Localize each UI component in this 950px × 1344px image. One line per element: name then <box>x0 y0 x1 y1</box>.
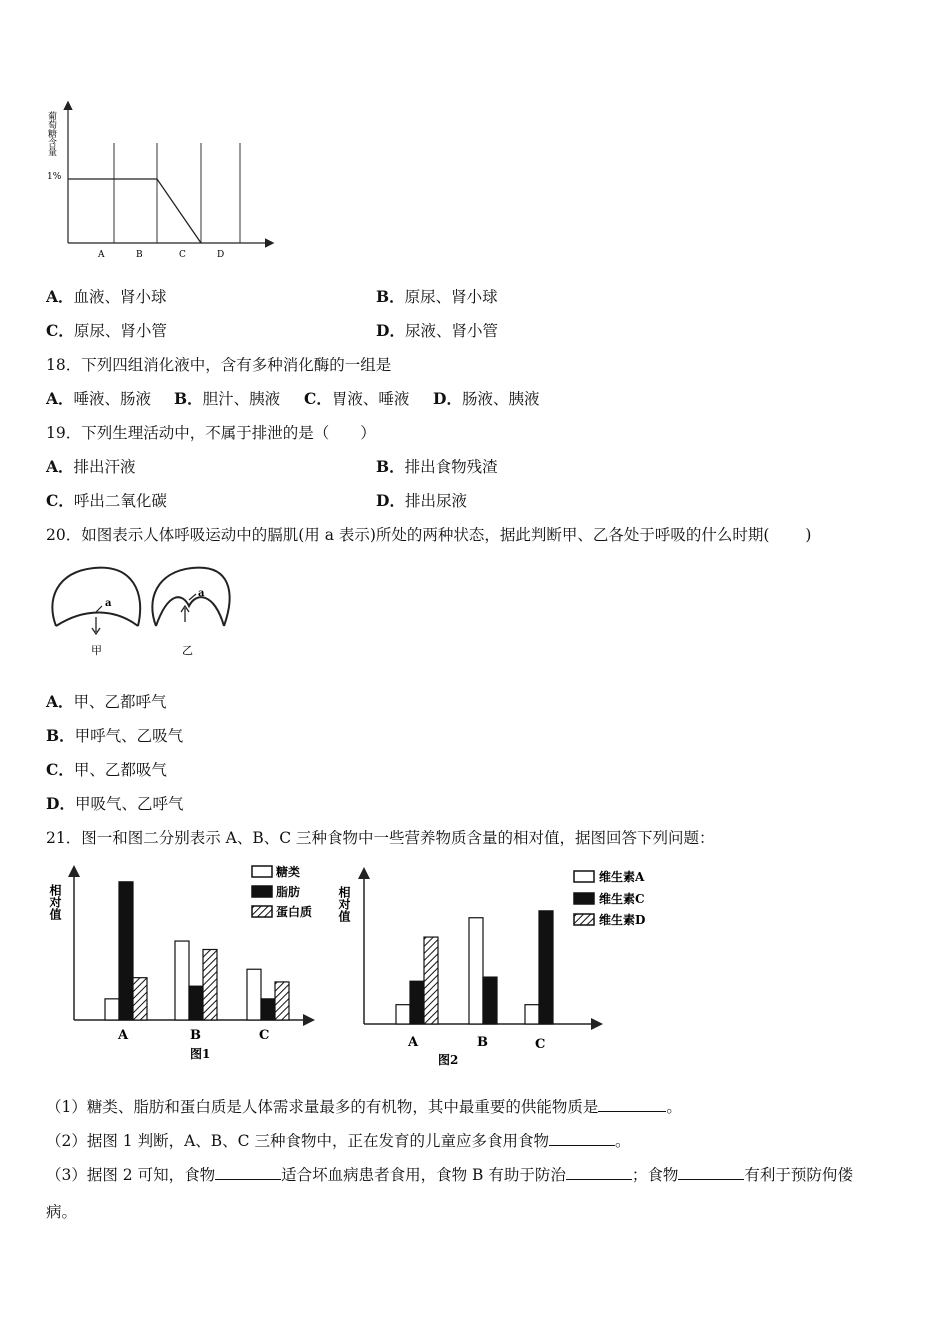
chart-title: 图2 <box>438 1053 459 1067</box>
legend-label: 维生素C <box>599 892 645 906</box>
q21-sub1: （1）糖类、脂肪和蛋白质是人体需求量最多的有机物，其中最重要的供能物质是 。 <box>46 1098 682 1116</box>
answer-blank[interactable] <box>678 1165 744 1180</box>
legend-label: 糖类 <box>276 865 301 879</box>
bar-a-series-2 <box>119 882 133 1020</box>
legend-label: 维生素D <box>599 913 646 927</box>
question-21-stem: 21．图一和图二分别表示 A、B、C 三种食物中一些营养物质含量的相对值，据图回答下列问题： <box>46 829 715 847</box>
caption-jia: 甲 <box>91 644 102 657</box>
x-label-a: A <box>98 250 105 260</box>
answer-blank[interactable] <box>598 1097 666 1112</box>
y-axis-label: 相对值 <box>337 886 351 922</box>
caption-yi: 乙 <box>182 644 193 657</box>
legend-swatch <box>252 886 272 897</box>
x-label-c: C <box>179 250 186 260</box>
bar-c-series-1 <box>525 1005 539 1024</box>
legend-label: 脂肪 <box>276 885 301 899</box>
option-q17-c[interactable]: C．原尿、肾小管 <box>46 321 167 340</box>
x-label-b: B <box>190 1028 201 1043</box>
x-label-c: C <box>535 1037 546 1052</box>
bar-a-series-3 <box>424 937 438 1024</box>
q21-sub3: （3）据图 2 可知，食物 适合坏血病患者食用，食物 B 有助于防治 ；食物 有利于预防佝偻 <box>46 1166 853 1184</box>
q21-sub2: （2）据图 1 判断，A、B、C 三种食物中，正在发育的儿童应多食用食物 。 <box>46 1132 631 1150</box>
label-a-right: a <box>198 588 205 599</box>
diaphragm-left <box>56 613 138 627</box>
bar-b-series-1 <box>469 918 483 1024</box>
option-q20-a[interactable]: A．甲、乙都呼气 <box>46 692 167 711</box>
legend-label: 维生素A <box>599 870 645 884</box>
glucose-line <box>68 179 201 243</box>
x-label-c: C <box>259 1028 270 1043</box>
option-q17-a[interactable]: A．血液、肾小球 <box>46 287 167 306</box>
diaphragm-figure <box>44 562 234 657</box>
option-q18-a[interactable]: A．唾液、肠液 <box>46 389 152 408</box>
glucose-chart <box>40 95 290 270</box>
bar-b-series-2 <box>189 986 203 1020</box>
bar-c-series-2 <box>539 911 553 1024</box>
option-q18-c[interactable]: C．胃液、唾液 <box>304 389 410 408</box>
answer-blank[interactable] <box>566 1165 632 1180</box>
bar-c-series-2 <box>261 999 275 1020</box>
x-label-d: D <box>217 250 225 260</box>
bar-c-series-3 <box>275 982 289 1020</box>
y-tick-label: 1% <box>47 172 62 182</box>
nutrient-chart-2 <box>338 862 673 1072</box>
nutrient-chart-1 <box>50 862 325 1067</box>
question-20-stem: 20．如图表示人体呼吸运动中的膈肌(用 a 表示)所处的两种状态，据此判断甲、乙各处于呼吸的什么时期( ) <box>46 526 812 544</box>
legend-swatch <box>574 871 594 882</box>
option-q18-d[interactable]: D．肠液、胰液 <box>433 389 540 408</box>
x-label-b: B <box>477 1035 488 1050</box>
x-label-a: A <box>408 1035 419 1050</box>
option-q20-b[interactable]: B．甲呼气、乙吸气 <box>46 726 184 745</box>
option-q19-a[interactable]: A．排出汗液 <box>46 457 136 476</box>
diaphragm-right <box>156 597 224 626</box>
x-label-b: B <box>136 250 143 260</box>
question-19-stem: 19．下列生理活动中，不属于排泄的是（ ） <box>46 424 376 442</box>
bar-a-series-2 <box>410 981 424 1024</box>
q21-sub3-continuation: 病。 <box>46 1203 78 1221</box>
bar-b-series-2 <box>483 977 497 1024</box>
legend-swatch <box>252 906 272 917</box>
legend-swatch <box>252 866 272 877</box>
pointer-line <box>96 606 102 612</box>
y-axis-label: 葡萄糖含量 <box>46 111 56 156</box>
bar-a-series-3 <box>133 978 147 1020</box>
option-q18-b[interactable]: B．胆汁、胰液 <box>174 389 281 408</box>
option-q17-d[interactable]: D．尿液、肾小管 <box>376 321 498 340</box>
bar-c-series-1 <box>247 969 261 1020</box>
legend-swatch <box>574 914 594 925</box>
option-q17-b[interactable]: B．原尿、肾小球 <box>376 287 498 306</box>
question-18-stem: 18．下列四组消化液中，含有多种消化酶的一组是 <box>46 356 392 374</box>
legend-label: 蛋白质 <box>276 905 313 919</box>
option-q19-c[interactable]: C．呼出二氧化碳 <box>46 491 167 510</box>
bar-b-series-3 <box>203 950 217 1021</box>
label-a-left: a <box>105 598 112 609</box>
bar-b-series-1 <box>175 941 189 1020</box>
legend-swatch <box>574 893 594 904</box>
chart-title: 图1 <box>190 1047 211 1061</box>
chest-wall-right <box>152 568 229 626</box>
answer-blank[interactable] <box>215 1165 281 1180</box>
x-label-a: A <box>118 1028 129 1043</box>
option-q19-b[interactable]: B．排出食物残渣 <box>376 457 498 476</box>
y-axis-label: 相对值 <box>48 884 62 920</box>
bar-a-series-1 <box>105 999 119 1020</box>
option-q19-d[interactable]: D．排出尿液 <box>376 491 467 510</box>
option-q20-c[interactable]: C．甲、乙都吸气 <box>46 760 167 779</box>
bar-a-series-1 <box>396 1005 410 1024</box>
answer-blank[interactable] <box>549 1131 615 1146</box>
option-q20-d[interactable]: D．甲吸气、乙呼气 <box>46 794 184 813</box>
